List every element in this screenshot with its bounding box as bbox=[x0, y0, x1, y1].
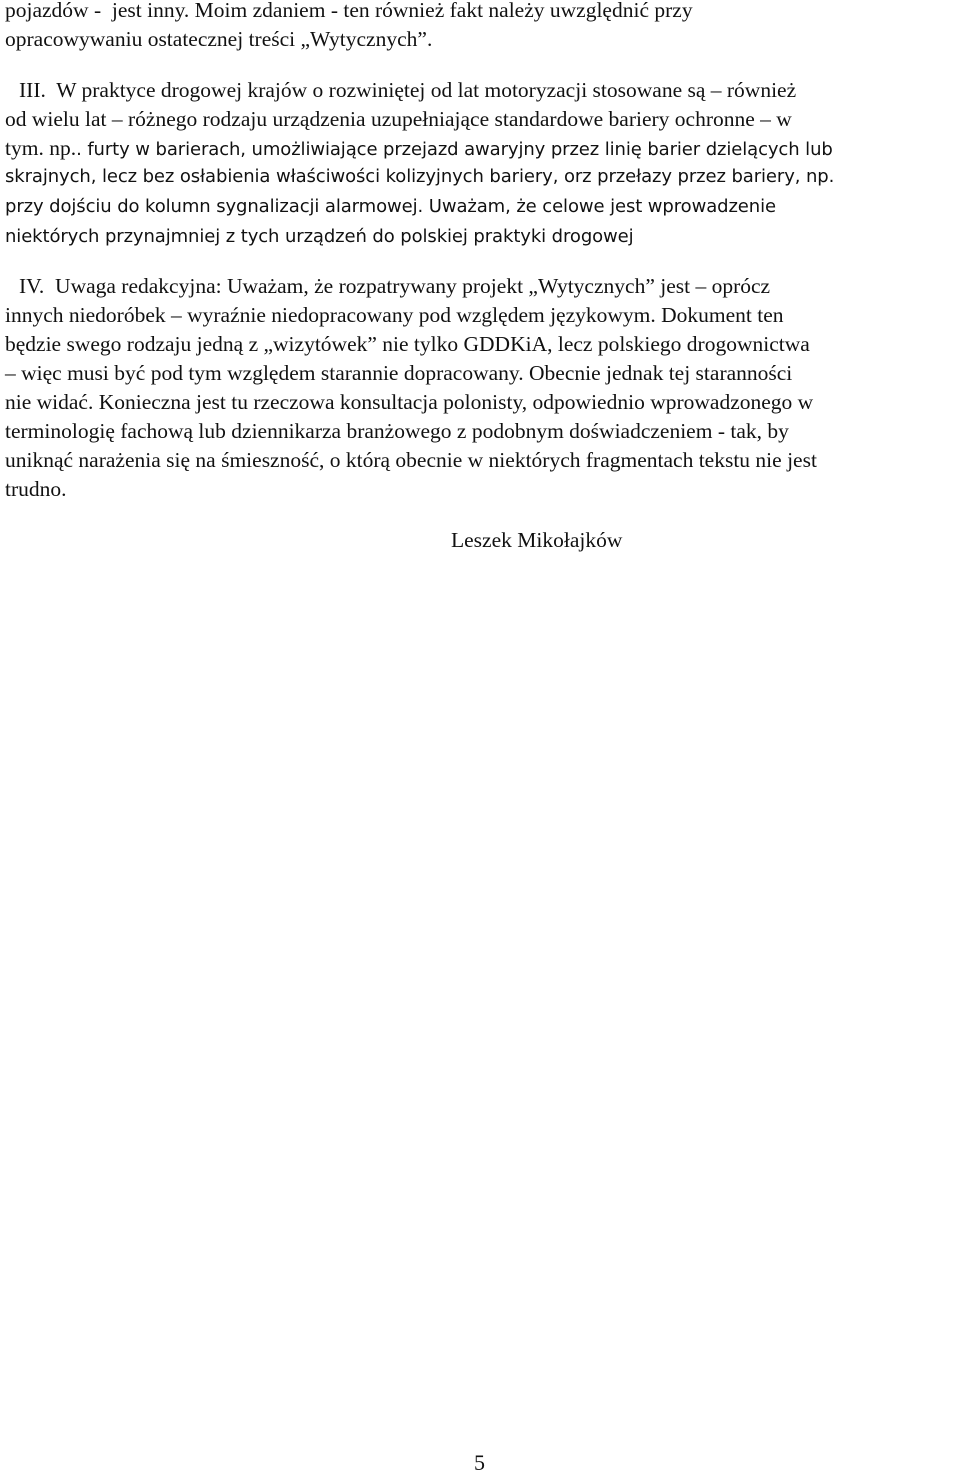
text-line: niektórych przynajmniej z tych urządzeń do polskiej praktyki drogowej bbox=[5, 226, 634, 247]
page-number: 5 bbox=[474, 1450, 485, 1475]
section-3-heading-line: III. W praktyce drogowej krajów o rozwiniętej od lat motoryzacji stosowane są – również bbox=[19, 78, 797, 102]
text-line: – więc musi być pod tym względem starannie dopracowany. Obecnie jednak tej staranności bbox=[5, 361, 793, 385]
text-line: przy dojściu do kolumn sygnalizacji alarmowej. Uważam, że celowe jest wprowadzenie bbox=[5, 196, 776, 217]
text-fragment: . furty w barierach, umożliwiające przejazd awaryjny przez linię barier dzielących lub bbox=[76, 139, 833, 160]
signature: Leszek Mikołajków bbox=[451, 528, 623, 552]
text-line: uniknąć narażenia się na śmieszność, o którą obecnie w niektórych fragmentach tekstu nie jest bbox=[5, 448, 817, 472]
text-line: trudno. bbox=[5, 477, 67, 501]
text-line: nie widać. Konieczna jest tu rzeczowa konsultacja polonisty, odpowiednio wprowadzonego w bbox=[5, 390, 814, 414]
text-line bbox=[5, 138, 833, 160]
section-4-heading-line: IV. Uwaga redakcyjna: Uważam, że rozpatrywany projekt „Wytycznych” jest – oprócz bbox=[19, 274, 771, 298]
text-line: opracowywaniu ostatecznej treści „Wytycznych”. bbox=[5, 27, 433, 51]
text-line: będzie swego rodzaju jedną z „wizytówek” nie tylko GDDKiA, lecz polskiego drogownictwa bbox=[5, 332, 810, 356]
text-line: innych niedoróbek – wyraźnie niedopracowany pod względem językowym. Dokument ten bbox=[5, 303, 784, 327]
text-line: skrajnych, lecz bez osłabienia właściwości kolizyjnych bariery, orz przełazy przez bariery, np. bbox=[5, 166, 835, 187]
text-line: terminologię fachową lub dziennikarza branżowego z podobnym doświadczeniem - tak, by bbox=[5, 419, 789, 443]
text-line: od wielu lat – różnego rodzaju urządzenia uzupełniające standardowe bariery ochronne – w bbox=[5, 107, 792, 131]
text-fragment: tym. np. bbox=[5, 136, 77, 160]
text-line: pojazdów - jest inny. Moim zdaniem - ten również fakt należy uwzględnić przy bbox=[5, 0, 693, 22]
